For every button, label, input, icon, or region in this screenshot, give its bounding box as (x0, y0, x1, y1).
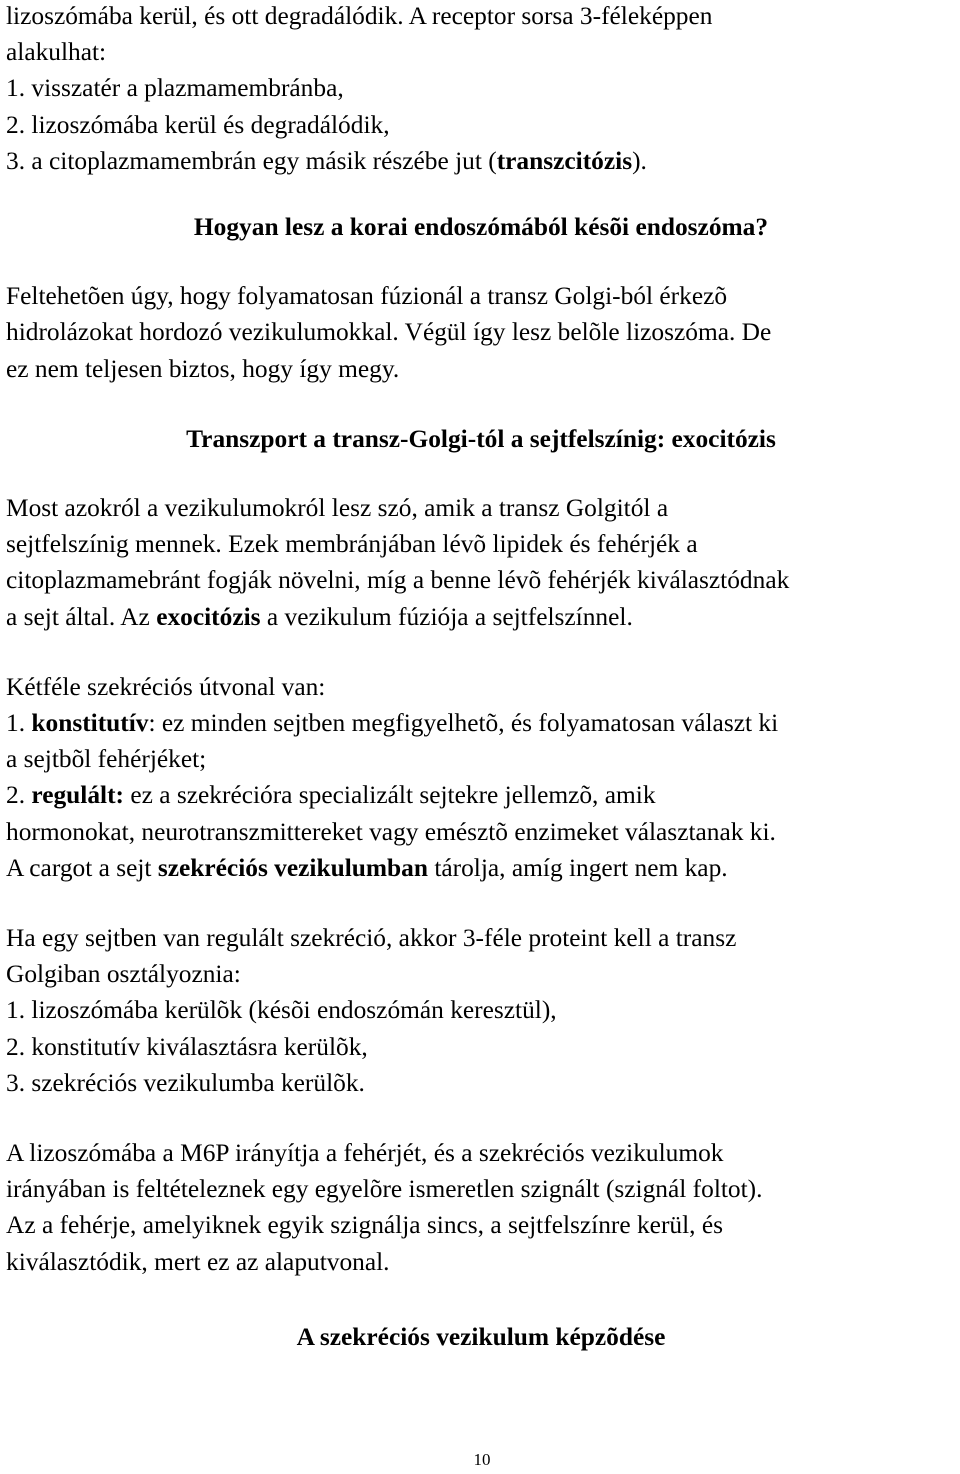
text-line: Feltehetõen úgy, hogy folyamatosan fúzionál a transz Golgi-ból érkezõ (6, 282, 728, 311)
list-item: 1. visszatér a plazmamembránba, (6, 74, 344, 103)
text-run: 1. (6, 709, 32, 738)
text-line (6, 599, 956, 635)
text-run: ez a szekrécióra specializált sejtekre jellemzõ, amik (124, 781, 656, 810)
text-line: citoplazmamebránt fogják növelni, míg a benne lévõ fehérjék kiválasztódnak (6, 566, 790, 595)
text-line: Kétféle szekréciós útvonal van: (6, 672, 326, 701)
text-line: Ha egy sejtben van regulált szekréció, akkor 3-féle proteint kell a transz (6, 924, 737, 953)
text-run: 2. (6, 781, 32, 810)
intro-paragraph (6, 0, 956, 179)
section-heading: Hogyan lesz a korai endoszómából késõi endoszóma? (193, 213, 769, 242)
text-line: Golgiban osztályoznia: (6, 960, 241, 989)
text-run: a sejt által. Az (6, 602, 157, 631)
text-line: kiválasztódik, mert ez az alaputvonal. (6, 1247, 390, 1276)
text-line: lizoszómába kerül, és ott degradálódik. A receptor sorsa 3-féleképpen (6, 2, 713, 30)
text-line: ez nem teljesen biztos, hogy így megy. (6, 354, 400, 383)
text-run: 3. a citoplazmamembrán egy másik részébe jut ( (6, 146, 497, 175)
paragraph (6, 278, 956, 387)
text-run: A cargot a sejt (6, 853, 158, 882)
paragraph (6, 669, 956, 886)
text-line: a sejtbõl fehérjéket; (6, 745, 207, 774)
text-line (6, 850, 956, 886)
text-line: Az a fehérje, amelyiknek egyik szignálja sincs, a sejtfelszínre kerül, és (6, 1211, 724, 1240)
text-run: a vezikulum fúziója a sejtfelszínnel. (260, 602, 633, 631)
text-run: ). (632, 146, 647, 175)
paragraph (6, 920, 956, 1101)
text-line: hidrolázokat hordozó vezikulumokkal. Végül így lesz belõle lizoszóma. De (6, 318, 772, 347)
bold-term: exocitózis (156, 602, 261, 631)
paragraph (6, 1135, 956, 1280)
text-line: sejtfelszínig mennek. Ezek membránjában lévõ lipidek és fehérjék a (6, 530, 698, 559)
bold-term: konstitutív (31, 709, 149, 738)
document-page (6, 0, 956, 1355)
section-heading: A szekréciós vezikulum képzõdése (296, 1322, 666, 1351)
list-item (6, 705, 956, 741)
section-heading: Transzport a transz-Golgi-tól a sejtfelszínig: exocitózis (186, 424, 776, 453)
list-item (6, 143, 956, 179)
bold-term: transzcitózis (496, 146, 633, 175)
list-item: 1. lizoszómába kerülõk (késõi endoszómán keresztül), (6, 996, 557, 1025)
page-number: 10 (473, 1450, 491, 1469)
text-run: : ez minden sejtben megfigyelhetõ, és folyamatosan választ ki (148, 709, 779, 738)
text-line: irányában is feltételeznek egy egyelõre ismeretlen szignált (szignál foltot). (6, 1175, 763, 1204)
text-line: alakulhat: (6, 38, 107, 67)
text-line: Most azokról a vezikulumokról lesz szó, amik a transz Golgitól a (6, 494, 669, 523)
list-item: 2. lizoszómába kerül és degradálódik, (6, 110, 390, 139)
list-item: 3. szekréciós vezikulumba kerülõk. (6, 1068, 365, 1097)
text-run: tárolja, amíg ingert nem kap. (427, 853, 728, 882)
text-line: hormonokat, neurotranszmittereket vagy emésztõ enzimeket választanak ki. (6, 817, 776, 846)
list-item: 2. konstitutív kiválasztásra kerülõk, (6, 1032, 368, 1061)
text-line: A lizoszómába a M6P irányítja a fehérjét, és a szekréciós vezikulumok (6, 1139, 724, 1168)
bold-term: regulált: (31, 781, 125, 810)
list-item (6, 777, 956, 813)
bold-term: szekréciós vezikulumban (157, 853, 428, 882)
paragraph (6, 490, 956, 635)
